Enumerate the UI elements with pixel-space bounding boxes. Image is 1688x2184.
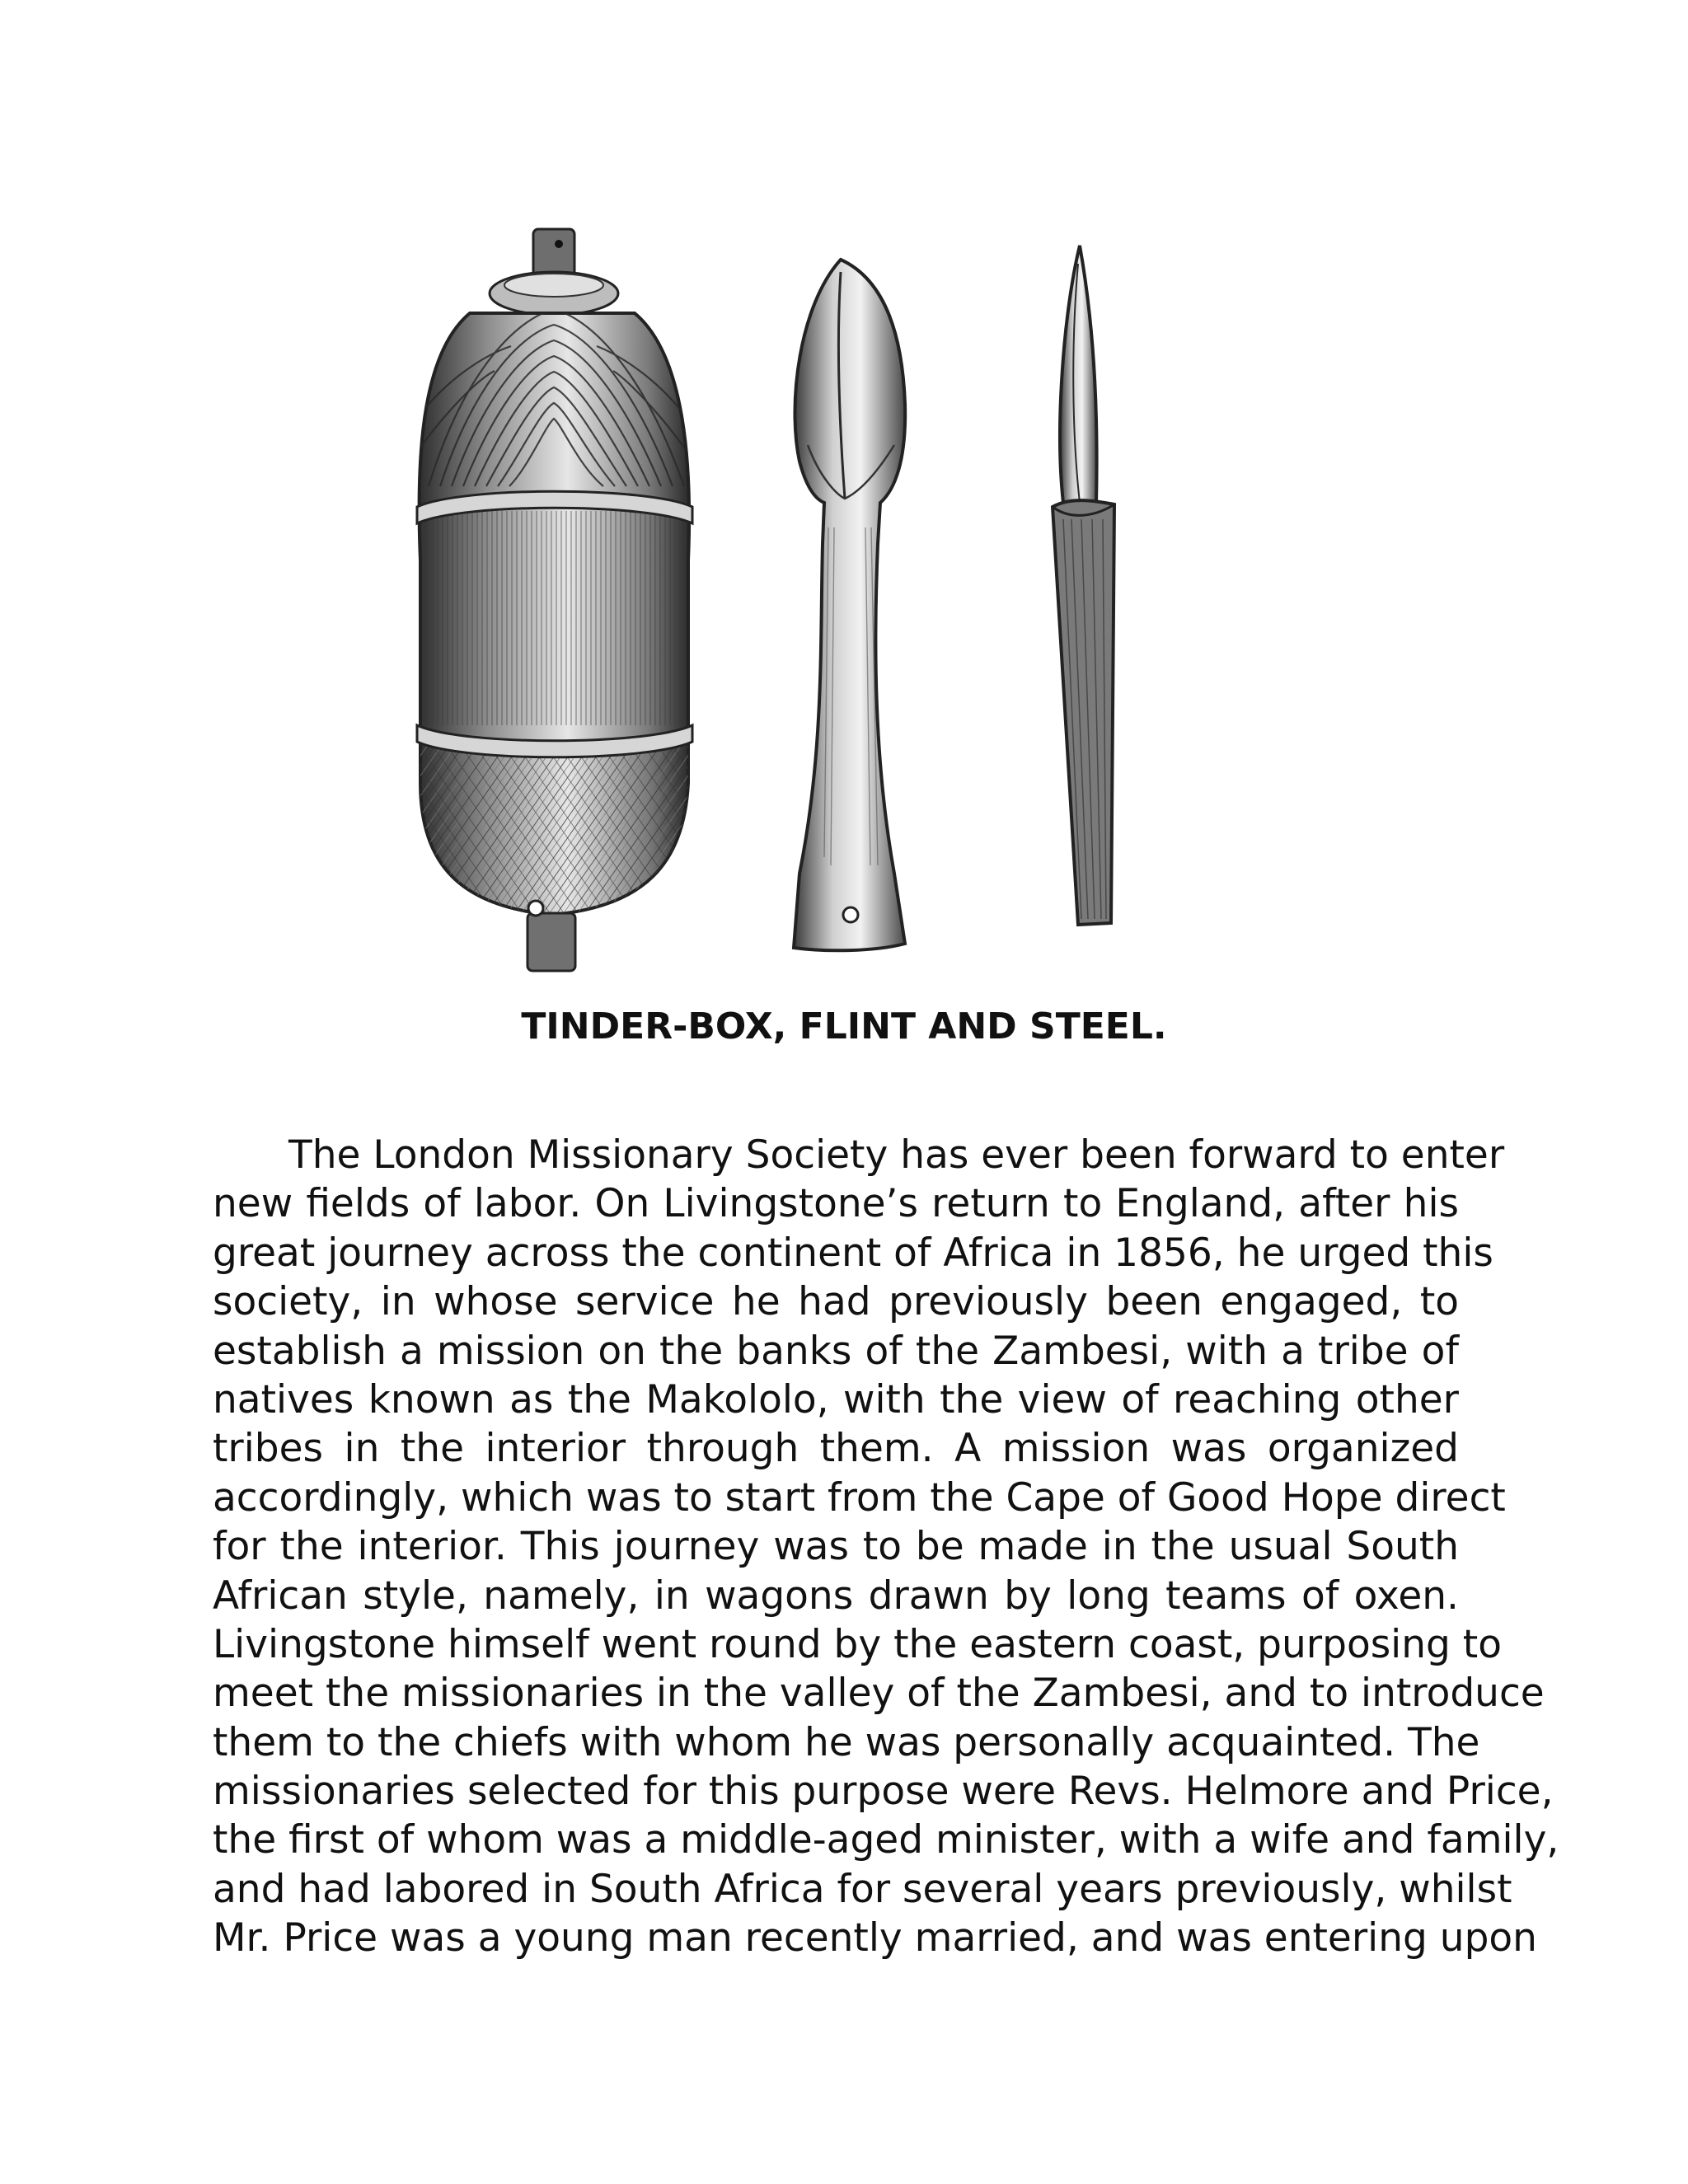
paragraph-line: The London Missionary Society has ever been forward to enter bbox=[288, 1132, 1505, 1178]
paragraph-line: and had labored in South Africa for several years previously, whilst bbox=[213, 1866, 1512, 1912]
figure-illustration bbox=[412, 214, 1269, 981]
paragraph-line: establish a mission on the banks of the Zambesi, with a tribe of bbox=[213, 1328, 1459, 1374]
paragraph-line: great journey across the continent of Africa in 1856, he urged this bbox=[213, 1230, 1493, 1276]
steel-illustration bbox=[1053, 246, 1114, 925]
paragraph-line: society, in whose service he had previously been engaged, to bbox=[213, 1279, 1459, 1325]
paragraph-line: accordingly, which was to start from the Cape of Good Hope direct bbox=[213, 1474, 1506, 1521]
paragraph-line: Mr. Price was a young man recently married, and was entering upon bbox=[213, 1915, 1537, 1961]
paragraph-line: missionaries selected for this purpose were Revs. Helmore and Price, bbox=[213, 1769, 1554, 1815]
paragraph-line: them to the chiefs with whom he was personally acquainted. The bbox=[213, 1719, 1480, 1765]
body-paragraph bbox=[213, 1131, 1559, 1963]
paragraph-line: new fields of labor. On Livingstone’s return to England, after his bbox=[213, 1181, 1459, 1227]
paragraph-line: Livingstone himself went round by the eastern coast, purposing to bbox=[213, 1621, 1502, 1667]
paragraph-line: the first of whom was a middle-aged minister, with a wife and family, bbox=[213, 1817, 1559, 1863]
paragraph-line: meet the missionaries in the valley of the Zambesi, and to introduce bbox=[213, 1671, 1545, 1717]
flint-illustration bbox=[794, 260, 905, 950]
figure-caption: TINDER-BOX, FLINT AND STEEL. bbox=[521, 1005, 1167, 1047]
paragraph-line: tribes in the interior through them. A mission was organized bbox=[213, 1426, 1459, 1472]
tinder-box-illustration bbox=[412, 229, 696, 971]
figure-svg bbox=[412, 214, 1269, 981]
paragraph-line: natives known as the Makololo, with the view of reaching other bbox=[213, 1376, 1459, 1422]
paragraph-line: African style, namely, in wagons drawn by long teams of oxen. bbox=[213, 1572, 1459, 1619]
paragraph-line: for the interior. This journey was to be made in the usual South bbox=[213, 1524, 1459, 1570]
